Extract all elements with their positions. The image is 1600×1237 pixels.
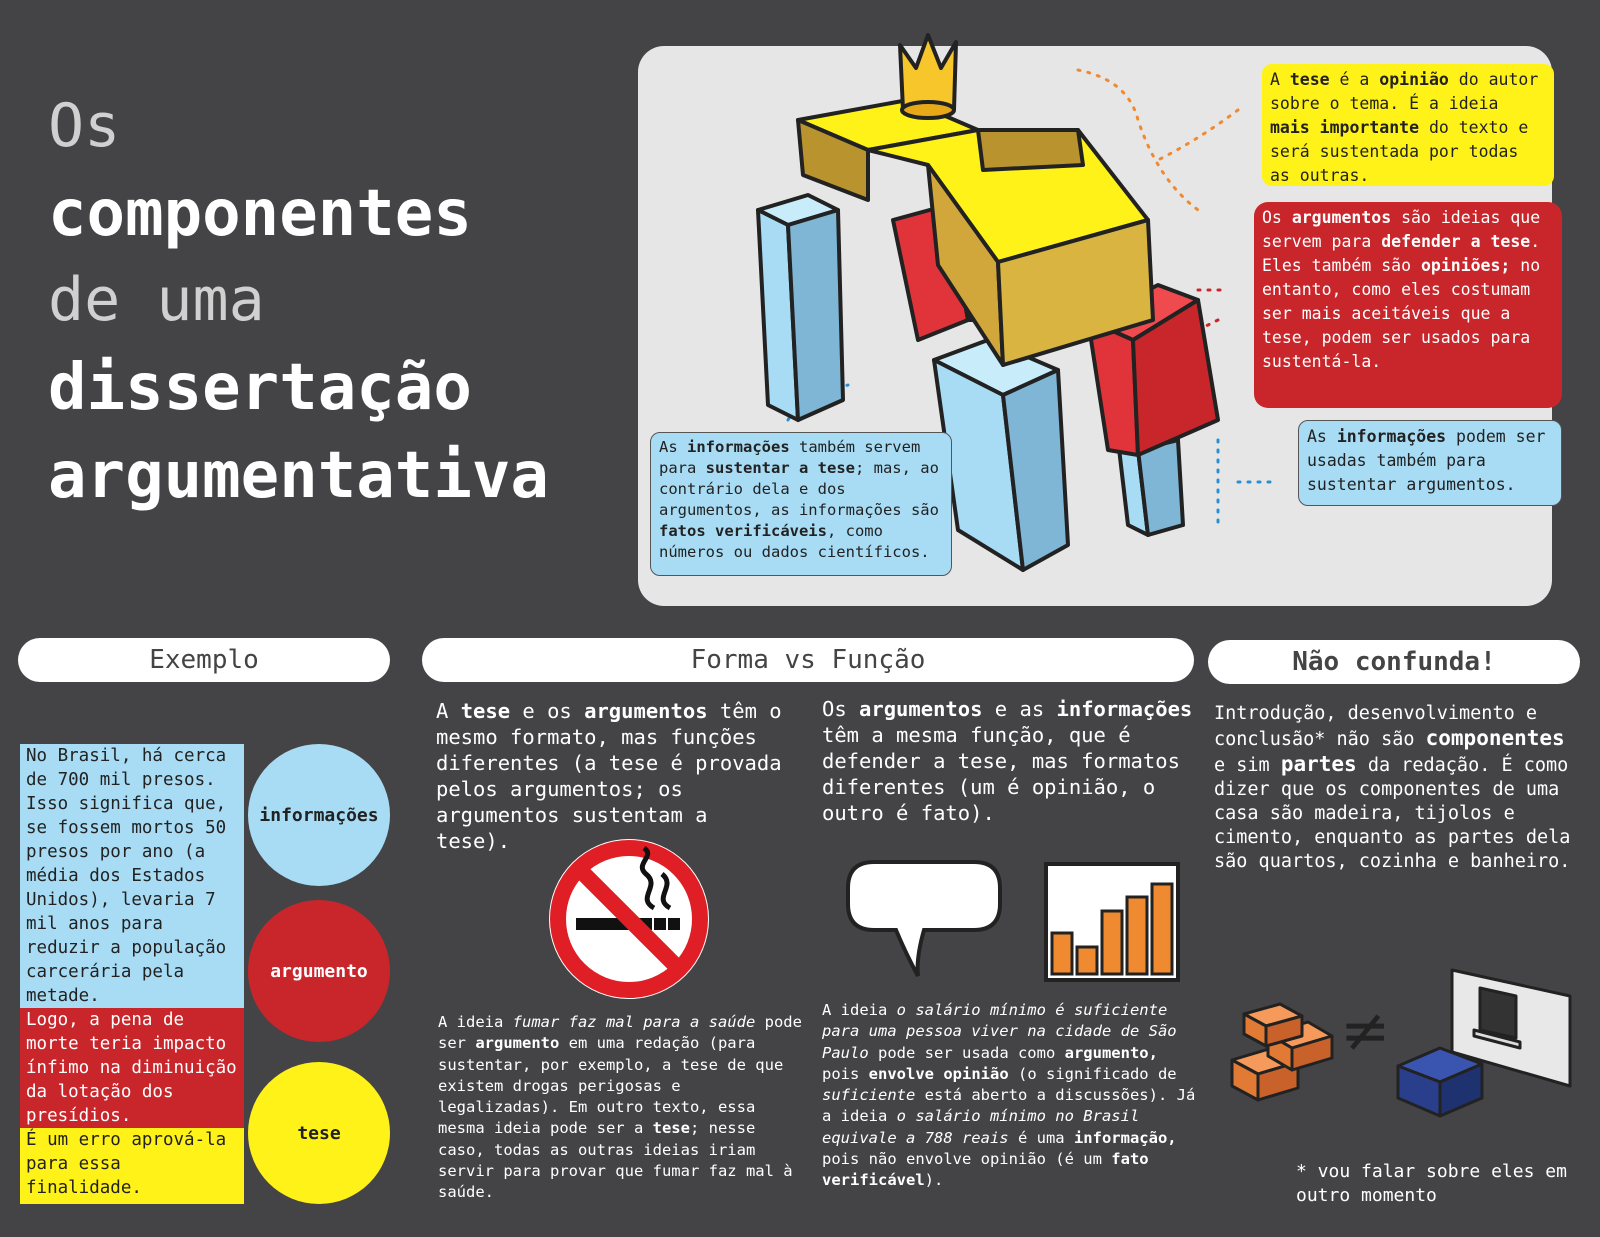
legend-informacoes: informações (248, 744, 390, 886)
page-title (48, 91, 549, 532)
bar-chart-bar (1127, 897, 1147, 974)
not-equal-sign: ≠ (1340, 996, 1391, 1066)
info-pillar-center (934, 340, 1068, 570)
legend-argumento: argumento (248, 900, 390, 1042)
informacoes-right-callout: As informações podem ser usadas também para sustentar argumentos. (1298, 420, 1562, 506)
nao-confunda-text: Introdução, desenvolvimento e conclusão* não são componentes e sim partes da redação. É como dizer que os componentes de uma casa são madeira, tijolos e cimento, enquanto as partes dela são quartos, cozinha e banheiro. (1214, 703, 1571, 872)
section-header-forma-funcao: Forma vs Função (422, 638, 1194, 682)
forma-funcao-caption-left: A ideia fumar faz mal para a saúde pode ser argumento em uma redação (para sustentar, por exemplo, a tese de que existem drogas perigosas e legalizadas). Em outro texto, essa mesma ideia pode ser a tese; nesse caso, todas as outras ideias iriam servir para provar que fumar faz mal à saúde. (438, 1013, 802, 1202)
example-text (20, 744, 244, 1204)
bar-chart-bar (1052, 933, 1072, 974)
informacoes-left-callout: As informações também servem para sustentar a tese; mas, ao contrário dela e dos argumentos, as informações são fatos verificáveis, como números ou dados científicos. (650, 432, 952, 576)
tese-block (798, 100, 1153, 365)
example-info-segment: No Brasil, há cerca de 700 mil presos. Isso significa que, se fossem mortos 50 presos por ano (a média dos Estados Unidos), levaria 7 mil anos para reduzir a população carcerária pela metade. (20, 744, 244, 1008)
bar-chart-bar (1102, 911, 1122, 974)
crown-icon (900, 35, 956, 118)
footnote: * vou falar sobre eles em outro momento (1296, 1161, 1567, 1206)
title-line-5: argumentativa (48, 439, 549, 513)
argumentos-callout: Os argumentos são ideias que servem para defender a tese. Eles também são opiniões; no entanto, como eles costumam ser mais aceitáveis que a tese, podem ser usados para sustentá-la. (1254, 202, 1562, 408)
speech-bubble-icon (844, 858, 1004, 982)
forma-funcao-left-text: A tese e os argumentos têm o mesmo formato, mas funções diferentes (a tese é provada pelos argumentos; os argumentos sustentam a tese). (436, 699, 782, 853)
bar-chart-bar (1152, 884, 1172, 974)
title-line-3: de uma (48, 265, 265, 335)
title-line-1: Os (48, 91, 121, 161)
title-line-2: componentes (48, 177, 472, 251)
example-tese-segment: É um erro aprová-la para essa finalidade. (20, 1128, 244, 1204)
section-header-exemplo: Exemplo (18, 638, 390, 682)
example-argument-segment: Logo, a pena de morte teria impacto ínfimo na diminuição da lotação dos presídios. (20, 1008, 244, 1128)
legend-tese: tese (248, 1062, 390, 1204)
forma-funcao-caption-right: A ideia o salário mínimo é suficiente para uma pessoa viver na cidade de São Paulo pode ser usada como argumento, pois envolve opinião (o significado de suficiente está aberto a discussões). Já a ideia o salário mínimo no Brasil equivale a 788 reais é uma informação, pois não envolve opinião (é um fato verificável). (822, 1001, 1196, 1190)
info-pillar-left (758, 195, 843, 420)
bricks-icon (1228, 1000, 1336, 1110)
room-tv-sofa-icon (1396, 968, 1572, 1120)
section-header-nao-confunda: Não confunda! (1208, 640, 1580, 684)
bar-chart-icon (1044, 862, 1180, 982)
tese-callout: A tese é a opinião do autor sobre o tema. É a ideia mais importante do texto e será sustentada por todas as outras. (1262, 64, 1554, 186)
bar-chart-bar (1077, 947, 1097, 974)
no-smoking-icon (546, 836, 712, 1002)
title-line-4: dissertação (48, 351, 472, 425)
forma-funcao-right-text: Os argumentos e as informações têm a mesma função, que é defender a tese, mas formatos diferentes (um é opinião, o outro é fato). (822, 697, 1193, 825)
